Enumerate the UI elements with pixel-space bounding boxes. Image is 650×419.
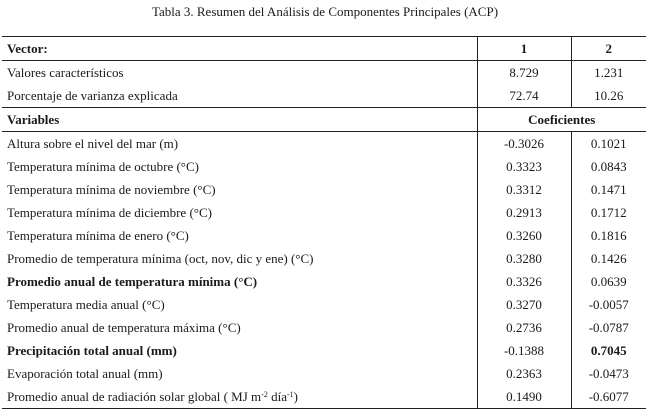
row-label: Altura sobre el nivel del mar (m) bbox=[7, 135, 179, 151]
row-value-1: 0.2363 bbox=[477, 362, 571, 385]
row-value-1: 0.2913 bbox=[477, 201, 571, 224]
row-value-2: 1.231 bbox=[571, 61, 646, 85]
table-row bbox=[2, 362, 646, 385]
vector-col-1: 1 bbox=[477, 37, 571, 61]
row-label: Evaporación total anual (mm) bbox=[7, 365, 163, 381]
table-row bbox=[2, 270, 646, 293]
row-value-1: 0.1490 bbox=[477, 385, 571, 409]
row-value-2: 0.1816 bbox=[571, 224, 646, 247]
table-row bbox=[2, 385, 646, 409]
row-label: Temperatura media anual (°C) bbox=[7, 296, 165, 312]
label-part: día bbox=[267, 388, 287, 404]
row-value-2: -0.0787 bbox=[571, 316, 646, 339]
row-value-2: 10.26 bbox=[571, 84, 646, 108]
row-value-2: 0.7045 bbox=[571, 339, 646, 362]
unit-exponent: -2 bbox=[261, 389, 268, 399]
coefficients-label: Coeficientes bbox=[477, 108, 646, 132]
row-value-2: 0.1426 bbox=[571, 247, 646, 270]
row-value-2: -0.0473 bbox=[571, 362, 646, 385]
eigenvalue-row bbox=[2, 61, 646, 85]
table-row bbox=[2, 155, 646, 178]
table-row bbox=[2, 293, 646, 316]
table-row bbox=[2, 132, 646, 156]
acp-summary-table bbox=[2, 36, 646, 409]
table-row bbox=[2, 316, 646, 339]
row-value-1: 72.74 bbox=[477, 84, 571, 108]
row-label: Valores característicos bbox=[2, 61, 477, 85]
table-caption: Tabla 3. Resumen del Análisis de Componentes Principales (ACP) bbox=[151, 4, 499, 19]
row-value-1: 0.3326 bbox=[477, 270, 571, 293]
row-label bbox=[2, 385, 477, 409]
row-label: Temperatura mínima de diciembre (°C) bbox=[7, 204, 212, 220]
row-value-1: 0.3260 bbox=[477, 224, 571, 247]
row-value-2: 0.1021 bbox=[571, 132, 646, 156]
row-value-2: -0.6077 bbox=[571, 385, 646, 409]
row-label: Porcentaje de varianza explicada bbox=[7, 87, 178, 103]
row-label: Temperatura mínima de enero (°C) bbox=[7, 227, 189, 243]
variables-label: Variables bbox=[2, 108, 477, 132]
row-value-1: 0.2736 bbox=[477, 316, 571, 339]
row-label: Temperatura mínima de noviembre (°C) bbox=[7, 181, 216, 197]
row-value-2: 0.1712 bbox=[571, 201, 646, 224]
row-value-1: -0.1388 bbox=[477, 339, 571, 362]
table-row bbox=[2, 247, 646, 270]
unit-exponent: -1 bbox=[286, 389, 294, 399]
row-value-2: 0.1471 bbox=[571, 178, 646, 201]
row-label: Promedio de temperatura mínima (oct, nov, dic y ene) (°C) bbox=[7, 250, 314, 266]
row-label: Temperatura mínima de octubre (°C) bbox=[7, 158, 199, 174]
row-label: Promedio anual de temperatura mínima (°C) bbox=[7, 273, 258, 289]
vector-col-2: 2 bbox=[571, 37, 646, 61]
vector-header-row bbox=[2, 37, 646, 61]
row-value-1: 0.3323 bbox=[477, 155, 571, 178]
row-label: Precipitación total anual (mm) bbox=[7, 342, 177, 358]
row-value-2: -0.0057 bbox=[571, 293, 646, 316]
row-value-1: -0.3026 bbox=[477, 132, 571, 156]
table-row bbox=[2, 201, 646, 224]
label-part: Promedio anual de radiación solar global ( MJ m bbox=[7, 388, 262, 404]
table-row bbox=[2, 178, 646, 201]
row-value-1: 0.3280 bbox=[477, 247, 571, 270]
label-part: ) bbox=[293, 388, 298, 404]
row-value-1: 0.3270 bbox=[477, 293, 571, 316]
table-row bbox=[2, 339, 646, 362]
row-value-2: 0.0843 bbox=[571, 155, 646, 178]
row-value-1: 8.729 bbox=[477, 61, 571, 85]
vector-label: Vector: bbox=[2, 37, 477, 61]
row-value-1: 0.3312 bbox=[477, 178, 571, 201]
row-value-2: 0.0639 bbox=[571, 270, 646, 293]
variance-row bbox=[2, 84, 646, 108]
row-label: Promedio anual de temperatura máxima (°C) bbox=[7, 319, 241, 335]
variables-header-row bbox=[2, 108, 646, 132]
table-row bbox=[2, 224, 646, 247]
